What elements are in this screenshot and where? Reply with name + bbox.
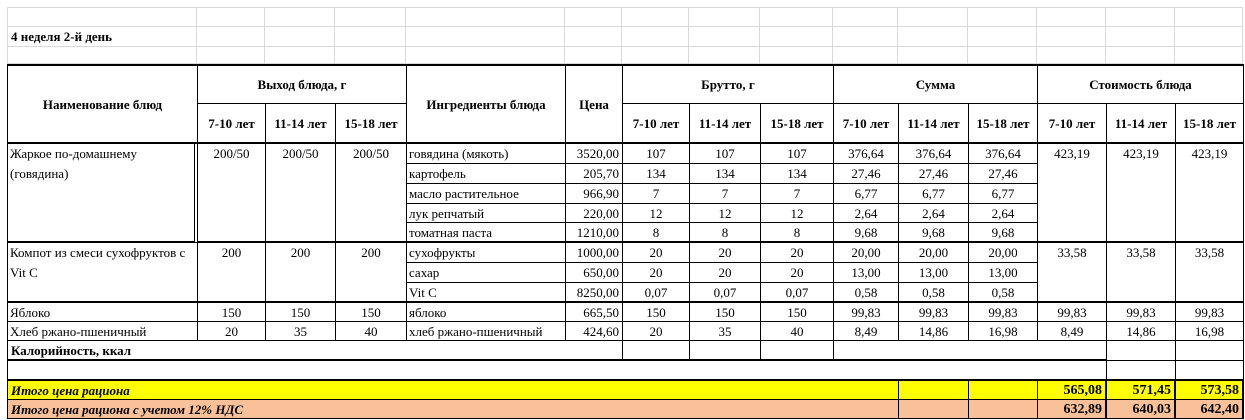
ingredient-name[interactable]: картофель: [406, 163, 566, 184]
dish-output[interactable]: 150: [265, 302, 336, 322]
grid-cell[interactable]: [1106, 27, 1175, 47]
calories-cell[interactable]: [622, 340, 690, 361]
calories-label[interactable]: Калорийность, ккал: [7, 340, 623, 361]
dish-name[interactable]: Жаркое по-домашнему (говядина): [7, 143, 195, 243]
ingredient-brutto[interactable]: 150: [760, 302, 834, 322]
grid-cell[interactable]: [898, 7, 968, 27]
ingredient-name[interactable]: сухофрукты: [406, 242, 566, 263]
ingredient-sum[interactable]: 9,68: [833, 222, 899, 243]
ingredient-brutto[interactable]: 7: [622, 183, 690, 204]
ingredient-brutto[interactable]: 7: [689, 183, 761, 204]
grid-cell[interactable]: [7, 7, 197, 27]
grid-cell[interactable]: [1175, 7, 1243, 27]
ingredient-sum[interactable]: 99,83: [898, 302, 969, 322]
ingredient-sum[interactable]: 0,58: [898, 282, 969, 303]
ingredient-sum[interactable]: 13,00: [833, 262, 899, 283]
ingredient-brutto[interactable]: 8: [760, 222, 834, 243]
header-price[interactable]: Цена: [565, 64, 623, 144]
ingredient-name[interactable]: томатная паста: [406, 222, 566, 243]
header-brutto-group[interactable]: Брутто, г: [622, 64, 834, 104]
header-output-7-10[interactable]: 7-10 лет: [197, 103, 266, 144]
grid-cell[interactable]: [406, 7, 565, 27]
grid-cell[interactable]: [689, 47, 760, 64]
dish-cost[interactable]: 33,58: [1175, 242, 1244, 303]
grid-cell[interactable]: [968, 47, 1037, 64]
grid-cell[interactable]: [197, 7, 265, 27]
ingredient-brutto[interactable]: 8: [689, 222, 761, 243]
ingredient-sum[interactable]: 0,58: [833, 282, 899, 303]
grid-cell[interactable]: [689, 7, 760, 27]
grid-cell[interactable]: [565, 27, 622, 47]
ingredient-sum[interactable]: 0,58: [968, 282, 1038, 303]
calories-cell[interactable]: [833, 340, 1107, 361]
ingredient-brutto[interactable]: 12: [689, 203, 761, 223]
ration-total-cell[interactable]: [898, 379, 969, 400]
ingredient-brutto[interactable]: 40: [760, 321, 834, 341]
dish-output[interactable]: 200: [335, 242, 407, 303]
header-cost-7-10[interactable]: 7-10 лет: [1037, 103, 1107, 144]
ingredient-brutto[interactable]: 20: [689, 242, 761, 263]
dish-cost[interactable]: 423,19: [1037, 143, 1107, 243]
grid-cell[interactable]: [1037, 27, 1106, 47]
ingredient-brutto[interactable]: 150: [689, 302, 761, 322]
grid-cell[interactable]: [833, 47, 898, 64]
dish-cost[interactable]: 99,83: [1175, 302, 1244, 322]
ingredient-brutto[interactable]: 20: [689, 262, 761, 283]
header-cost-15-18[interactable]: 15-18 лет: [1175, 103, 1244, 144]
ingredient-sum[interactable]: 2,64: [898, 203, 969, 223]
ingredient-price[interactable]: 8250,00: [565, 282, 623, 303]
ingredient-sum[interactable]: 9,68: [898, 222, 969, 243]
ingredient-sum[interactable]: 6,77: [833, 183, 899, 204]
ingredient-brutto[interactable]: 107: [689, 143, 761, 164]
grid-cell[interactable]: [898, 27, 968, 47]
dish-cost[interactable]: 99,83: [1106, 302, 1176, 322]
dish-cost[interactable]: 423,19: [1106, 143, 1176, 243]
header-cost-group[interactable]: Стоимость блюда: [1037, 64, 1244, 104]
grid-cell[interactable]: [968, 27, 1037, 47]
ingredient-name[interactable]: масло растительное: [406, 183, 566, 204]
ingredient-sum[interactable]: 27,46: [833, 163, 899, 184]
dish-output[interactable]: 200: [197, 242, 266, 303]
grid-cell[interactable]: [622, 27, 689, 47]
ingredient-sum[interactable]: 99,83: [833, 302, 899, 322]
grid-cell[interactable]: [1175, 27, 1243, 47]
ingredient-sum[interactable]: 9,68: [968, 222, 1038, 243]
ingredient-name[interactable]: Vit C: [406, 282, 566, 303]
vat-total-cell[interactable]: [968, 399, 1038, 419]
grid-cell[interactable]: [689, 27, 760, 47]
vat-total-cell[interactable]: [898, 399, 969, 419]
ingredient-price[interactable]: 1000,00: [565, 242, 623, 263]
dish-output[interactable]: 150: [197, 302, 266, 322]
ration-total-15-18[interactable]: 573,58: [1175, 379, 1244, 400]
grid-cell[interactable]: [1037, 7, 1106, 27]
header-cost-11-14[interactable]: 11-14 лет: [1106, 103, 1176, 144]
ingredient-sum[interactable]: 14,86: [898, 321, 969, 341]
dish-output[interactable]: 150: [335, 302, 407, 322]
grid-cell[interactable]: [197, 27, 265, 47]
grid-cell[interactable]: [7, 47, 197, 64]
grid-cell[interactable]: [565, 7, 622, 27]
header-output-11-14[interactable]: 11-14 лет: [265, 103, 336, 144]
ingredient-brutto[interactable]: 134: [622, 163, 690, 184]
grid-cell[interactable]: [833, 27, 898, 47]
grid-cell[interactable]: [265, 7, 335, 27]
calories-cell[interactable]: [1106, 340, 1176, 361]
ingredient-brutto[interactable]: 35: [689, 321, 761, 341]
ingredient-price[interactable]: 966,90: [565, 183, 623, 204]
header-output-group[interactable]: Выход блюда, г: [197, 64, 407, 104]
ration-total-7-10[interactable]: 565,08: [1037, 379, 1107, 400]
dish-output[interactable]: 200/50: [197, 143, 266, 243]
dish-name[interactable]: Яблоко: [7, 302, 198, 322]
grid-cell[interactable]: [1106, 7, 1175, 27]
vat-total-7-10[interactable]: 632,89: [1037, 399, 1107, 419]
ingredient-sum[interactable]: 27,46: [968, 163, 1038, 184]
ingredient-price[interactable]: 3520,00: [565, 143, 623, 164]
ingredient-sum[interactable]: 6,77: [968, 183, 1038, 204]
ration-total-11-14[interactable]: 571,45: [1106, 379, 1176, 400]
header-brutto-15-18[interactable]: 15-18 лет: [760, 103, 834, 144]
dish-output[interactable]: 200: [265, 242, 336, 303]
header-sum-15-18[interactable]: 15-18 лет: [968, 103, 1038, 144]
ingredient-sum[interactable]: 2,64: [833, 203, 899, 223]
grid-cell[interactable]: [1175, 47, 1243, 64]
dish-output[interactable]: 20: [197, 321, 266, 341]
calories-cell[interactable]: [1175, 340, 1244, 361]
header-brutto-7-10[interactable]: 7-10 лет: [622, 103, 690, 144]
ingredient-sum[interactable]: 99,83: [968, 302, 1038, 322]
ingredient-brutto[interactable]: 107: [760, 143, 834, 164]
ingredient-brutto[interactable]: 0,07: [689, 282, 761, 303]
header-sum-7-10[interactable]: 7-10 лет: [833, 103, 899, 144]
grid-cell[interactable]: [622, 7, 689, 27]
grid-cell[interactable]: [335, 7, 406, 27]
dish-cost[interactable]: 8,49: [1037, 321, 1107, 341]
blank-cell[interactable]: [1175, 360, 1244, 380]
grid-cell[interactable]: [565, 47, 622, 64]
ingredient-sum[interactable]: 376,64: [833, 143, 899, 164]
header-sum-group[interactable]: Сумма: [833, 64, 1038, 104]
ingredient-name[interactable]: говядина (мякоть): [406, 143, 566, 164]
sheet-title[interactable]: 4 неделя 2-й день: [7, 27, 197, 47]
grid-cell[interactable]: [1106, 47, 1175, 64]
vat-total-15-18[interactable]: 642,40: [1175, 399, 1244, 419]
ingredient-name[interactable]: лук репчатый: [406, 203, 566, 223]
ingredient-sum[interactable]: 2,64: [968, 203, 1038, 223]
grid-cell[interactable]: [406, 47, 565, 64]
dish-output[interactable]: 200/50: [335, 143, 407, 243]
dish-cost[interactable]: 99,83: [1037, 302, 1107, 322]
calories-cell[interactable]: [689, 340, 761, 361]
header-output-15-18[interactable]: 15-18 лет: [335, 103, 407, 144]
grid-cell[interactable]: [833, 7, 898, 27]
ingredient-brutto[interactable]: 20: [622, 242, 690, 263]
header-dish-name[interactable]: Наименование блюд: [7, 64, 198, 144]
ingredient-sum[interactable]: 27,46: [898, 163, 969, 184]
ingredient-name[interactable]: яблоко: [406, 302, 566, 322]
grid-cell[interactable]: [1037, 47, 1106, 64]
ingredient-name[interactable]: хлеб ржано-пшеничный: [406, 321, 566, 341]
grid-cell[interactable]: [760, 47, 833, 64]
ingredient-brutto[interactable]: 107: [622, 143, 690, 164]
ingredient-sum[interactable]: 20,00: [968, 242, 1038, 263]
dish-name[interactable]: Компот из смеси сухофруктов с Vit C: [7, 242, 198, 303]
ration-total-label[interactable]: Итого цена рациона: [7, 379, 899, 400]
ingredient-brutto[interactable]: 20: [622, 321, 690, 341]
ingredient-price[interactable]: 650,00: [565, 262, 623, 283]
ingredient-price[interactable]: 220,00: [565, 203, 623, 223]
grid-cell[interactable]: [622, 47, 689, 64]
dish-cost[interactable]: 33,58: [1037, 242, 1107, 303]
ingredient-sum[interactable]: 6,77: [898, 183, 969, 204]
ingredient-sum[interactable]: 13,00: [898, 262, 969, 283]
grid-cell[interactable]: [335, 27, 406, 47]
grid-cell[interactable]: [760, 7, 833, 27]
header-sum-11-14[interactable]: 11-14 лет: [898, 103, 969, 144]
ingredient-price[interactable]: 424,60: [565, 321, 623, 341]
grid-cell[interactable]: [197, 47, 265, 64]
grid-cell[interactable]: [265, 27, 335, 47]
ingredient-sum[interactable]: 20,00: [898, 242, 969, 263]
ingredient-brutto[interactable]: 8: [622, 222, 690, 243]
grid-cell[interactable]: [265, 47, 335, 64]
ingredient-brutto[interactable]: 0,07: [622, 282, 690, 303]
ingredient-brutto[interactable]: 0,07: [760, 282, 834, 303]
ingredient-brutto[interactable]: 20: [760, 262, 834, 283]
ingredient-brutto[interactable]: 134: [689, 163, 761, 184]
ingredient-name[interactable]: сахар: [406, 262, 566, 283]
grid-cell[interactable]: [968, 7, 1037, 27]
ingredient-price[interactable]: 205,70: [565, 163, 623, 184]
grid-cell[interactable]: [335, 47, 406, 64]
ingredient-sum[interactable]: 8,49: [833, 321, 899, 341]
calories-cell[interactable]: [760, 340, 834, 361]
ingredient-sum[interactable]: 13,00: [968, 262, 1038, 283]
ration-total-cell[interactable]: [968, 379, 1038, 400]
ingredient-price[interactable]: 1210,00: [565, 222, 623, 243]
vat-total-11-14[interactable]: 640,03: [1106, 399, 1176, 419]
dish-cost[interactable]: 423,19: [1175, 143, 1244, 243]
dish-name[interactable]: Хлеб ржано-пшеничный: [7, 321, 198, 341]
ingredient-sum[interactable]: 16,98: [968, 321, 1038, 341]
ingredient-brutto[interactable]: 12: [760, 203, 834, 223]
ingredient-sum[interactable]: 20,00: [833, 242, 899, 263]
header-brutto-11-14[interactable]: 11-14 лет: [689, 103, 761, 144]
dish-cost[interactable]: 14,86: [1106, 321, 1176, 341]
ingredient-brutto[interactable]: 12: [622, 203, 690, 223]
ingredient-brutto[interactable]: 20: [622, 262, 690, 283]
ingredient-brutto[interactable]: 134: [760, 163, 834, 184]
dish-cost[interactable]: 33,58: [1106, 242, 1176, 303]
header-ingredients[interactable]: Ингредиенты блюда: [406, 64, 566, 144]
ingredient-sum[interactable]: 376,64: [898, 143, 969, 164]
ingredient-brutto[interactable]: 20: [760, 242, 834, 263]
grid-cell[interactable]: [898, 47, 968, 64]
dish-output[interactable]: 35: [265, 321, 336, 341]
ingredient-price[interactable]: 665,50: [565, 302, 623, 322]
ingredient-sum[interactable]: 376,64: [968, 143, 1038, 164]
vat-total-label[interactable]: Итого цена рациона с учетом 12% НДС: [7, 399, 899, 419]
grid-cell[interactable]: [760, 27, 833, 47]
blank-cell[interactable]: [1106, 360, 1176, 380]
ingredient-brutto[interactable]: 150: [622, 302, 690, 322]
dish-cost[interactable]: 16,98: [1175, 321, 1244, 341]
ingredient-brutto[interactable]: 7: [760, 183, 834, 204]
dish-output[interactable]: 40: [335, 321, 407, 341]
dish-output[interactable]: 200/50: [265, 143, 336, 243]
grid-cell[interactable]: [406, 27, 565, 47]
blank-row[interactable]: [7, 360, 1107, 379]
